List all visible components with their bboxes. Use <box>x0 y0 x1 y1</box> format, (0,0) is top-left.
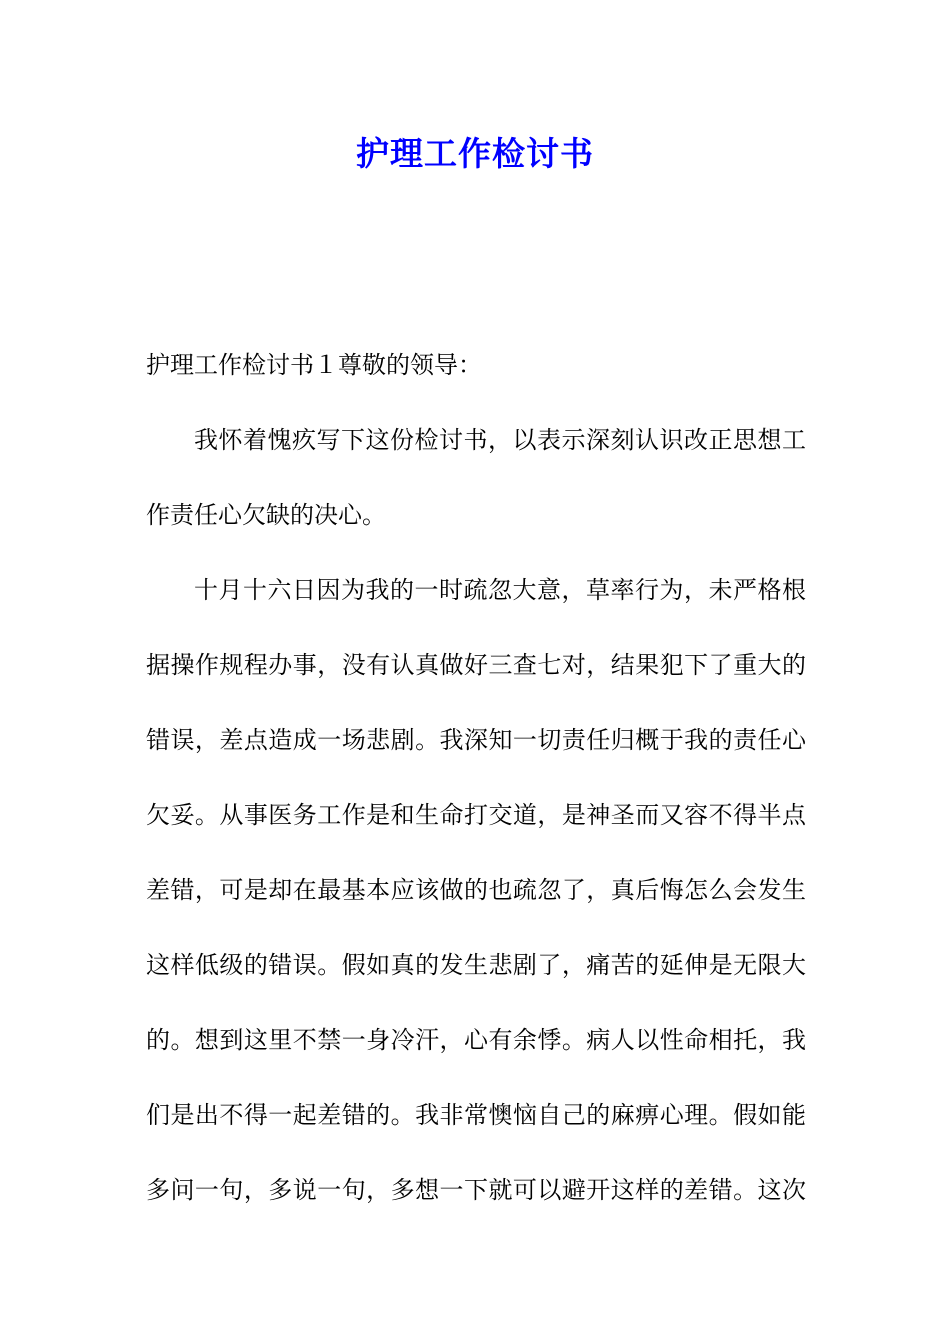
paragraph-line: 错误，差点造成一场悲剧。我深知一切责任归概于我的责任心 <box>146 726 806 754</box>
paragraph-1 <box>146 414 806 541</box>
paragraph-2 <box>146 564 806 1216</box>
document-title: 护理工作检讨书 <box>356 134 594 173</box>
paragraph-line: 十月十六日因为我的一时疏忽大意，草率行为，未严格根 <box>194 576 806 604</box>
paragraph-line: 这样低级的错误。假如真的发生悲剧了，痛苦的延伸是无限大 <box>146 951 806 979</box>
paragraph-line: 作责任心欠缺的决心。 <box>146 501 386 529</box>
paragraph-line: 据操作规程办事，没有认真做好三查七对，结果犯下了重大的 <box>146 651 806 679</box>
paragraph-line: 差错，可是却在最基本应该做的也疏忽了，真后悔怎么会发生 <box>146 876 806 904</box>
paragraph-line: 们是出不得一起差错的。我非常懊恼自己的麻痹心理。假如能 <box>146 1101 806 1129</box>
paragraph-line: 欠妥。从事医务工作是和生命打交道，是神圣而又容不得半点 <box>146 801 806 829</box>
document-body <box>146 339 806 1216</box>
salutation-line: 护理工作检讨书１尊敬的领导： <box>146 351 482 379</box>
paragraph-line: 我怀着愧疚写下这份检讨书，以表示深刻认识改正思想工 <box>194 426 806 454</box>
paragraph-line: 多问一句，多说一句，多想一下就可以避开这样的差错。这次 <box>146 1176 806 1204</box>
paragraph-line: 的。想到这里不禁一身冷汗，心有余悸。病人以性命相托，我 <box>146 1026 806 1054</box>
